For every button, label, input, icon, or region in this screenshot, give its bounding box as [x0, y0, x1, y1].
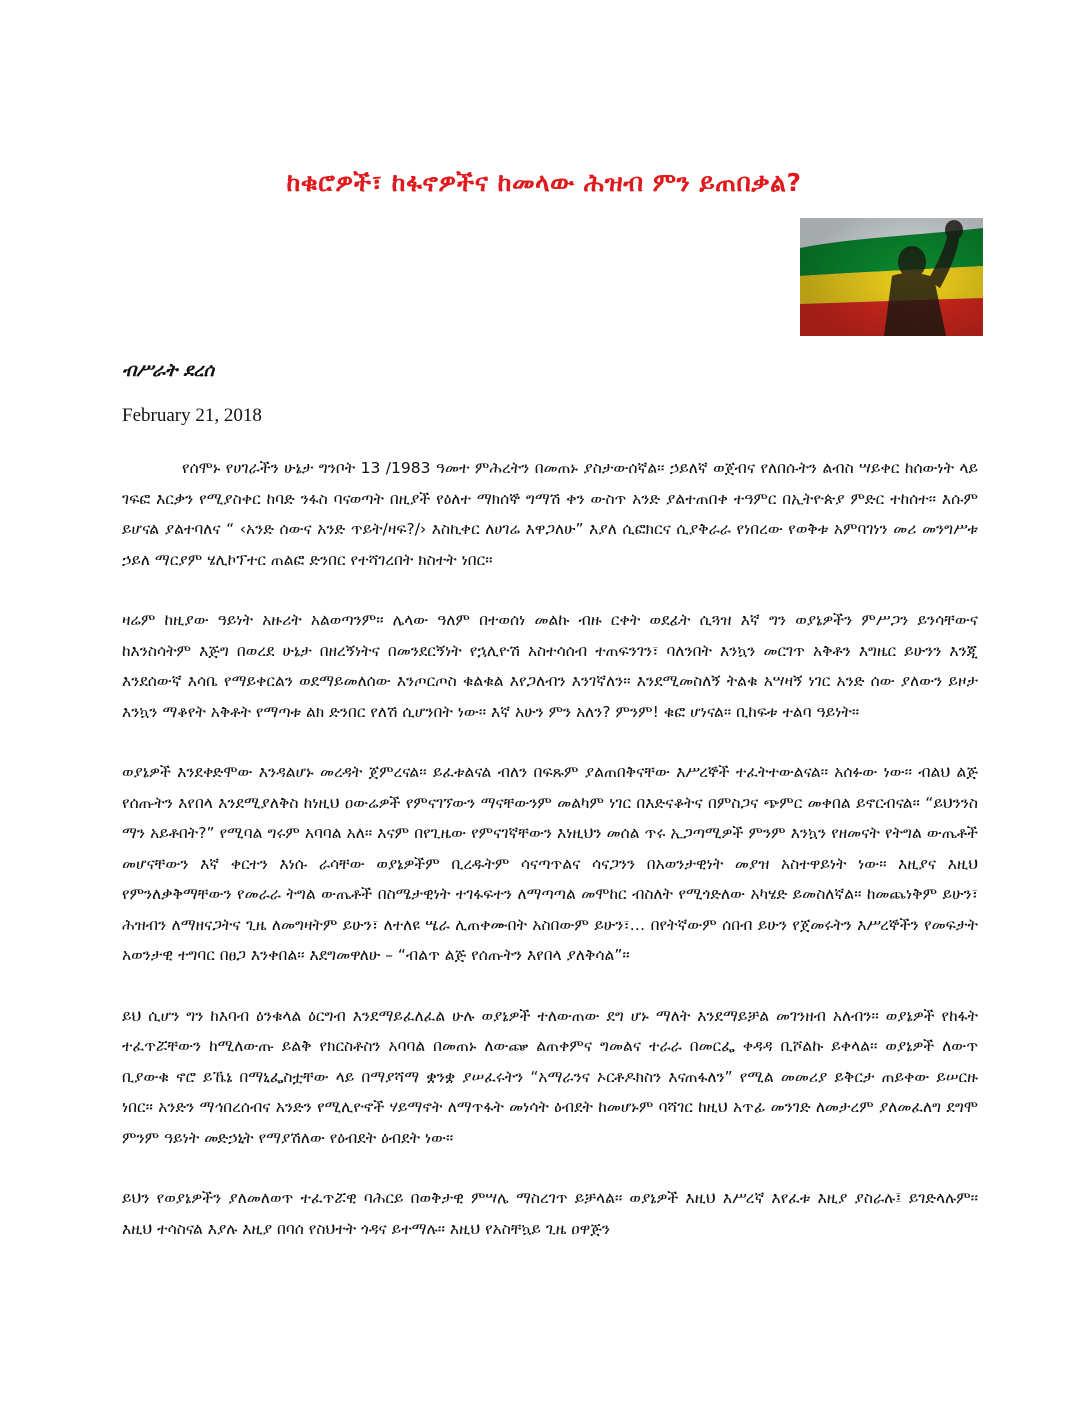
paragraph-3: ወያኔዎች እንደቀድሞው እንዳልሆኑ መረዳት ጀምረናል፡፡ ይፈቱልናል ብለን በፍጹም ያልጠበቅናቸው እሥረኞች ተፈትተውልናል፡፡ አሰፉው ነው፡፡ ብልህ ልጅ የሰጡትን እየበላ እንደሚያለቅስ ከነዚህ ዐውሬዎች የምናገኘውን ማናቸውንም መልካም ነገር በእድናቆትና በምስጋና ጭምር መቀበል ይኖርብናል፡፡ “ይህንንስ ማን አይቶበት?” የሚባል ግሩም አባባል አለ፡፡ እናም በየጊዜው የምናገኛቸውን እነዚህን መሰል ጥሩ ኢጋጣሚዎች ምንም እንኳን የዘመናት የትግል ውጤቶች መሆናቸውን እኛ ቀርተን እነሱ ራሳቸው ወያኔዎችም ቢረዱትም ሳናጣጥልና ሳናጋንን በአወንታዊነት መያዝ አስተዋይነት ነው፡፡ እዚያና እዚህ የምንለቃቅማቸውን የመራራ ትግል ውጤቶች በስሜታዊነት ተገፋፍተን ለማጣጣል መሞከር ብስለት የሚጎድለው አካሄድ ይመስለኛል፡፡ ከመጨነቅም ይሁን፣ ሕዝብን ለማዘናጋትና ጊዜ ለመግዛትም ይሁን፣ ለተለዩ ሤራ ሊጠቀሙበት አስበውም ይሁን፣… በየትኛውም ሰበብ ይሁን የጀመሩትን እሥረኞችን የመፍታት አወንታዊ ተግባር በፀጋ እንቀበል፡፡ እደግመዋለሁ – “ብልጥ ልጅ የሰጡትን እየበላ ያለቅሳል”፡፡	[122, 763, 978, 964]
publish-date: February 21, 2018	[122, 405, 262, 426]
article-body	[122, 453, 978, 1274]
ethiopian-flag-with-raised-fist-photo	[800, 218, 983, 336]
paragraph-2: ዛሬም ከዚያው ዓይነት አዙሪት አልወጣንም፡፡ ሌላው ዓለም በተወሰነ መልኩ ብዙ ርቀት ወደፊት ሲጓዝ እኛ ግን ወያኔዎችን ምሥጋን ይንሳቸውና ከእንስሳትም እጅግ በወረደ ሁኔታ በዘረኝነትና በመንደርኝነት የኋሊዮሽ አስተሳሰብ ተጠፍንገን፣ ባለንበት እንኳን መርገጥ አቅቶን እግዜር ይሁንን እንጂ እንደሰውኛ እሳቤ የማይቀርልን ወደማይመለሰው እንጦርጦስ ቁልቁል እየጋለብን እንገኛለን፡፡ እንደሚመስለኝ ትልቁ አሣዛኝ ነገር አንድ ሰው ያለውን ይዞታ እንኳን ማቆየት አቅቶት የማጣቱ ልክ ድንበር የለሽ ሲሆንበት ነው፡፡ እኛ አሁን ምን አለን? ምንም! ቁፎ ሆነናል፡፡ ቢከፍቱ ተልባ ዓይነት፡፡	[122, 611, 978, 721]
paragraph-4: ይህ ሲሆን ግን ከእባብ ዕንቁላል ዕርግብ እንደማይፈለፈል ሁሉ ወያኔዎች ተለውጠው ደግ ሆኑ ማለት እንደማይቻል መገንዘብ አለብን፡፡ ወያኔዎች የከፋት ተፈጥሯቸውን ከሚለውጡ ይልቅ የክርስቶስን አባባል በመጠኑ ለውጬ ልጠቀምና ግመልና ተራራ በመርፌ ቀዳዳ ቢሾልኩ ይቀላል፡፡ ወያኔዎች ለውጥ ቢያውቁ ኖሮ ይኼኔ በማኒፌስቷቸው ላይ በማያሻማ ቋንቋ ያሠፈሩትን “አማራንና ኦርቶዶክስን እናጠፋለን” የሚል መመሪያ ይቅርታ ጠይቀው ይሠርዙ ነበር፡፡ አንድን ማኅበረሰብና አንድን የሚሊዮኖች ሃይማኖት ለማጥፋት መነሳት ዕብደት ከመሆኑም ባሻገር ከዚህ አጥፊ መንገድ ለመታረም ያለመፈለግ ደግሞ ምንም ዓይነት መድኃኒት የማያሽለው የዕብደት ዕብደት ነው፡፡	[122, 1006, 978, 1147]
author-name: ብሥራት ደረሰ	[122, 360, 215, 381]
paragraph-5: ይህን የወያኔዎችን ያለመለወጥ ተፈጥሯዊ ባሕርይ በወቅታዊ ምሣሌ ማስረገጥ ይቻላል፡፡ ወያኔዎች እዚህ እሥረኛ እየፈቱ እዚያ ያስራሉ፤ ይገድላሉም፡፡ እዚህ ተሳስናል እያሉ እዚያ በባሰ የስህተት ጎዳና ይተማሉ፡፡ እዚህ የአስቸኳይ ጊዜ ዐዋጅን	[122, 1189, 978, 1238]
article-title: ከቁሮዎች፣ ከፋኖዎችና ከመላው ሕዝብ ምን ይጠበቃል?	[286, 168, 802, 197]
paragraph-1: የሰሞኑ የሀገራችን ሁኔታ ግንቦት 13 /1983 ዓመተ ምሕረትን በመጠኑ ያስታውሰኛል፡፡ ኃይለኛ ወጀብና የለበሱትን ልብስ ሣይቀር ከሰውነት ላይ ገፍፎ እርቃን የሚያስቀር ከባድ ንፋስ ባናወጣት በዚያች የዕለተ ማክሰኞ ግማሽ ቀን ውስጥ አንድ ያልተጠበቀ ተዓምር በኢትዮጵያ ምድር ተከሰተ፡፡ እሱም ይሆናል ያልተባለና “ ‹አንድ ሰውና አንድ ጥይት/ዛፍ?/› እስኪቀር ለሀገሬ እዋጋለሁ” እያለ ሲፎክርና ሲያቅራራ የነበረው የወቅቱ አምባገነን መሪ መንግሥቱ ኃይለ ማርያም ሄሊኮፕተር ጠልፎ ድንበር የተሻገረበት ክስተት ነበር፡፡	[122, 459, 978, 569]
